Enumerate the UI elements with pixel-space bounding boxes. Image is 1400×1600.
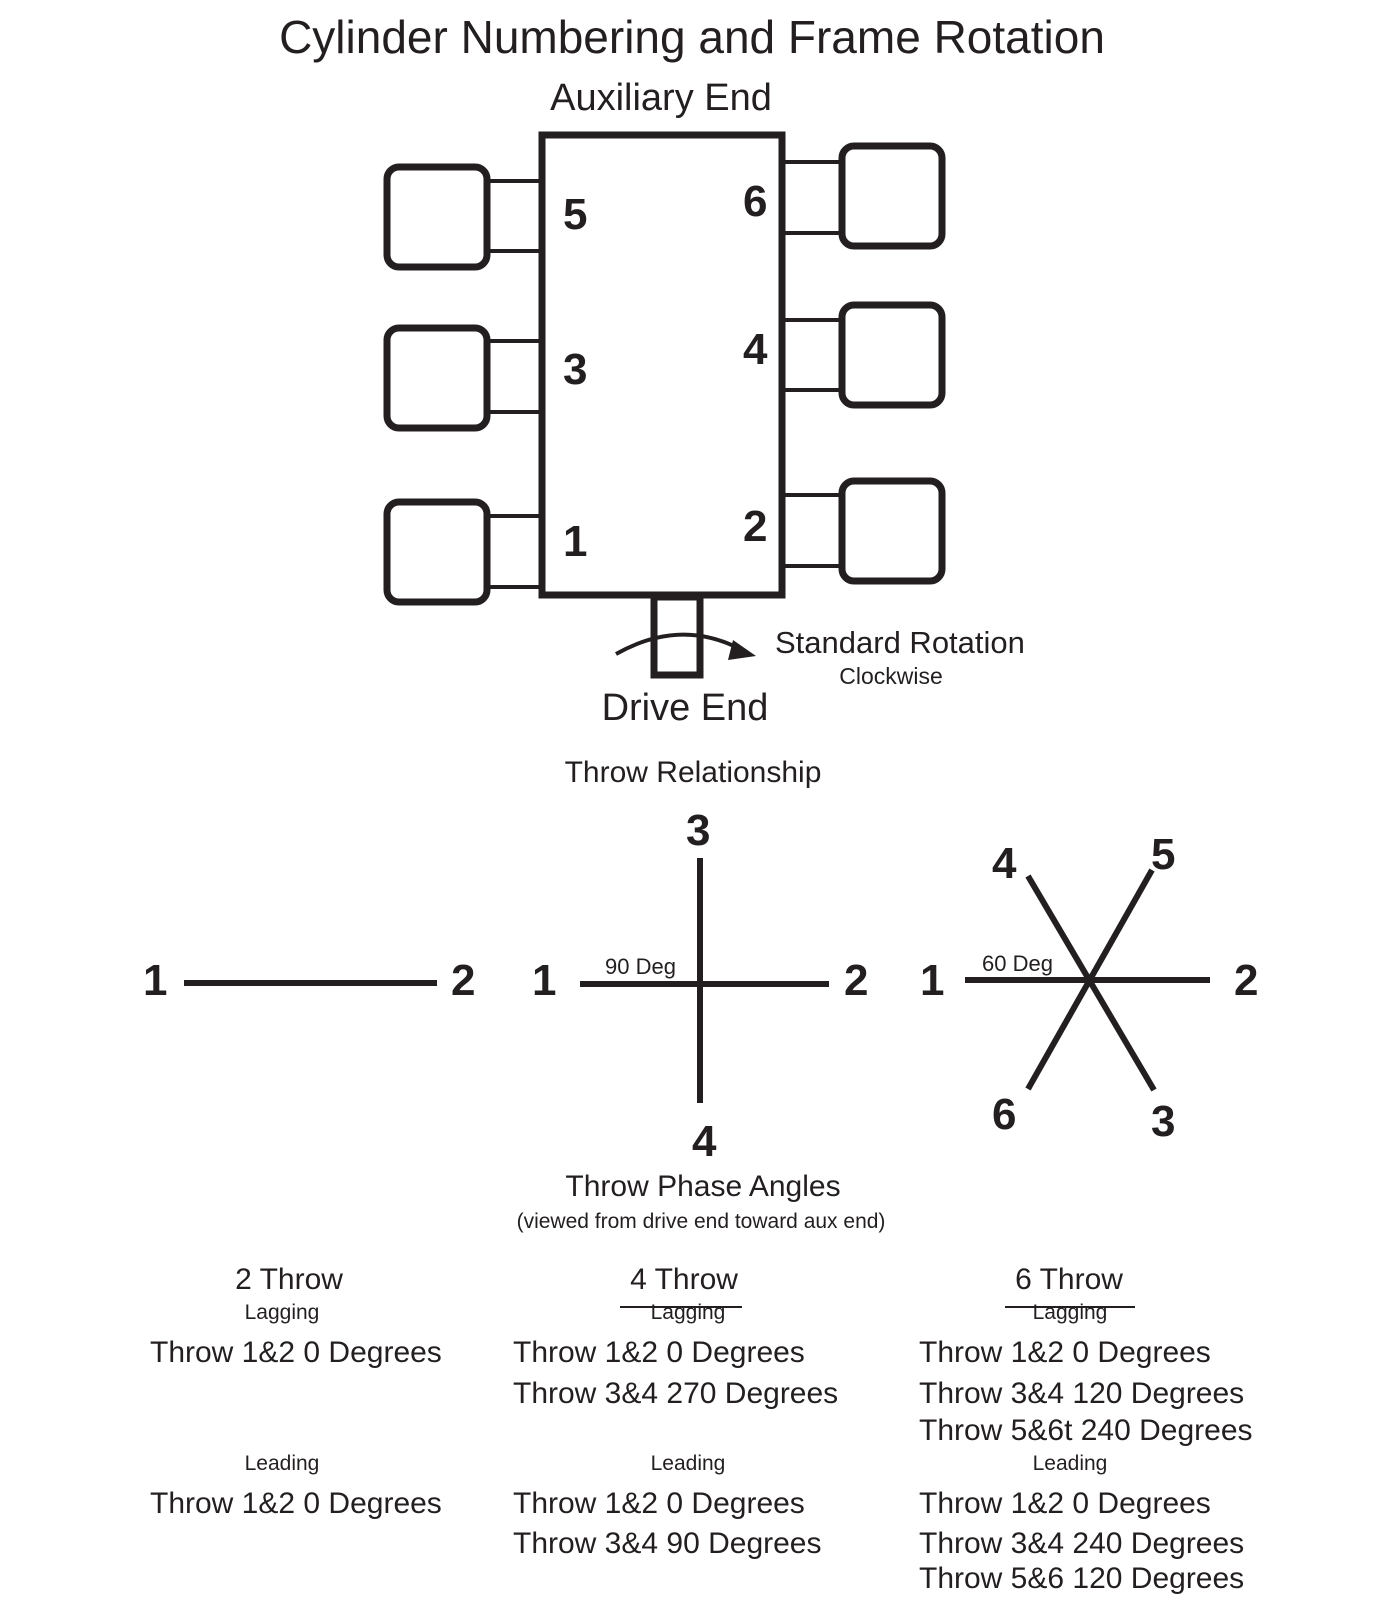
two-throw-leading-label: Leading — [244, 1452, 320, 1475]
rotation-arrow — [616, 635, 740, 654]
six-throw-leading-line-1: Throw 1&2 0 Degrees — [919, 1487, 1211, 1520]
four-throw-leading-line-2: Throw 3&4 90 Degrees — [513, 1527, 822, 1560]
four-throw-label-3: 3 — [686, 806, 711, 855]
cylinder-4-graphic — [782, 305, 942, 405]
throw-relationship-graphic — [184, 858, 1210, 1103]
cylinder-number-1: 1 — [563, 517, 588, 566]
page-title: Cylinder Numbering and Frame Rotation — [279, 11, 1105, 63]
six-throw-leading-line-3: Throw 5&6 120 Degrees — [919, 1562, 1245, 1595]
frame-graphic — [387, 135, 942, 675]
cylinder-number-6: 6 — [743, 177, 768, 226]
drive-end-label: Drive End — [601, 687, 769, 729]
cylinder-3-graphic — [387, 328, 542, 428]
six-throw-angle-label: 60 Deg — [982, 951, 1053, 976]
cylinder-number-3: 3 — [563, 345, 588, 394]
six-throw-label-2: 2 — [1234, 956, 1259, 1005]
six-throw-label-1: 1 — [920, 956, 945, 1005]
six-throw-label-4: 4 — [992, 839, 1017, 888]
six-throw-lagging-line-1: Throw 1&2 0 Degrees — [919, 1336, 1211, 1369]
four-throw-lagging-label: Lagging — [650, 1301, 726, 1324]
two-throw-leading-line-1: Throw 1&2 0 Degrees — [150, 1487, 442, 1520]
cylinder-6-graphic — [782, 146, 942, 246]
two-throw-lagging-label: Lagging — [244, 1301, 320, 1324]
six-throw-label-6: 6 — [992, 1090, 1017, 1139]
phase-angles-heading: Throw Phase Angles — [565, 1170, 841, 1203]
two-throw-lagging-line-1: Throw 1&2 0 Degrees — [150, 1336, 442, 1369]
two-throw-label-1: 1 — [143, 956, 168, 1005]
six-throw-leading-line-2: Throw 3&4 240 Degrees — [919, 1527, 1245, 1560]
four-throw-leading-label: Leading — [650, 1452, 726, 1475]
six-throw-lagging-line-2: Throw 3&4 120 Degrees — [919, 1377, 1245, 1410]
four-throw-lagging-line-1: Throw 1&2 0 Degrees — [513, 1336, 805, 1369]
cylinder-number-4: 4 — [743, 325, 768, 374]
six-throw-leading-label: Leading — [1032, 1452, 1108, 1475]
six-throw-label-3: 3 — [1151, 1097, 1176, 1146]
four-throw-label-1: 1 — [532, 956, 557, 1005]
four-throw-lagging-line-2: Throw 3&4 270 Degrees — [513, 1377, 839, 1410]
four-throw-title: 4 Throw — [630, 1263, 738, 1296]
four-throw-leading-line-1: Throw 1&2 0 Degrees — [513, 1487, 805, 1520]
two-throw-title: 2 Throw — [235, 1263, 343, 1296]
four-throw-angle-label: 90 Deg — [605, 954, 676, 979]
six-throw-lagging-line-3: Throw 5&6t 240 Degrees — [919, 1414, 1253, 1447]
auxiliary-end-label: Auxiliary End — [550, 77, 772, 119]
six-throw-lagging-label: Lagging — [1032, 1301, 1108, 1324]
cylinder-number-5: 5 — [563, 190, 588, 239]
throw-relationship-heading: Throw Relationship — [564, 756, 822, 789]
cylinder-5-graphic — [387, 167, 542, 267]
six-throw-label-5: 5 — [1151, 830, 1176, 879]
standard-rotation-label: Standard Rotation — [775, 625, 1025, 660]
four-throw-label-2: 2 — [844, 956, 869, 1005]
phase-angles-subheading: (viewed from drive end toward aux end) — [516, 1210, 886, 1233]
two-throw-label-2: 2 — [451, 956, 476, 1005]
cylinder-1-graphic — [387, 502, 542, 602]
rotation-arrowhead — [728, 640, 756, 660]
four-throw-label-4: 4 — [692, 1117, 717, 1166]
rotation-direction-label: Clockwise — [839, 663, 943, 689]
cylinder-2-graphic — [782, 481, 942, 581]
six-throw-title: 6 Throw — [1015, 1263, 1123, 1296]
cylinder-number-2: 2 — [743, 502, 768, 551]
